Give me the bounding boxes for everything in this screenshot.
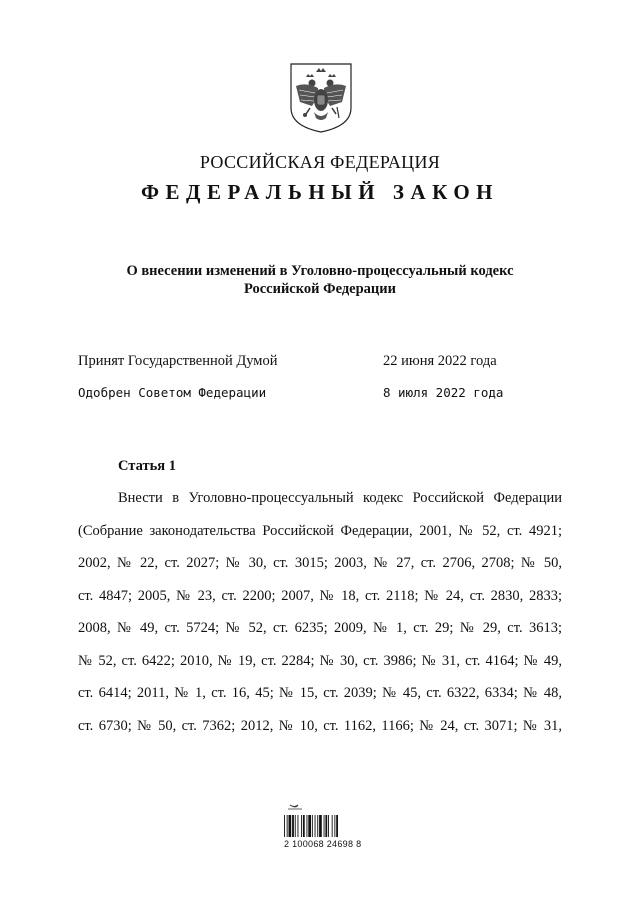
country-name: РОССИЙСКАЯ ФЕДЕРАЦИЯ <box>199 152 441 172</box>
council-approval-date: 8 июля 2022 года <box>383 385 504 400</box>
barcode-number: 2 100068 24698 8 <box>284 839 362 849</box>
document-type: ФЕДЕРАЛЬНЫЙ ЗАКОН <box>141 180 499 204</box>
law-title-line: Российской Федерации <box>243 281 396 297</box>
council-approval-label: Одобрен Советом Федерации <box>78 385 267 400</box>
article-body <box>78 490 562 750</box>
duma-adoption-label: Принят Государственной Думой <box>78 353 278 369</box>
body-line: 2008, № 49, ст. 5724; № 52, ст. 6235; 2009, № 1, ст. 29; № 29, ст. 3613; <box>78 620 562 636</box>
body-line: ст. 6414; 2011, № 1, ст. 16, 45; № 15, ст. 2039; № 45, ст. 6322, 6334; № 48, <box>78 685 562 701</box>
law-title-line: О внесении изменений в Уголовно-процессуальный кодекс <box>126 263 514 279</box>
coat-of-arms-icon <box>288 62 354 134</box>
article-heading: Статья 1 <box>118 458 176 474</box>
body-line: ст. 4847; 2005, № 23, ст. 2200; 2007, № 18, ст. 2118; № 24, ст. 2830, 2833; <box>78 587 562 604</box>
body-line: ст. 6730; № 50, ст. 7362; 2012, № 10, ст. 1162, 1166; № 24, ст. 3071; № 31, <box>78 717 562 734</box>
body-line: Внести в Уголовно-процессуальный кодекс Российской Федерации <box>118 490 562 506</box>
body-line: (Собрание законодательства Российской Федерации, 2001, № 52, ст. 4921; <box>78 522 562 539</box>
body-line: № 52, ст. 6422; 2010, № 19, ст. 2284; № 30, ст. 3986; № 31, ст. 4164; № 49, <box>78 652 562 669</box>
body-line: 2002, № 22, ст. 2027; № 30, ст. 3015; 2003, № 27, ст. 2706, 2708; № 50, <box>78 555 562 571</box>
law-title <box>60 262 580 298</box>
duma-adoption-date: 22 июня 2022 года <box>383 353 497 369</box>
